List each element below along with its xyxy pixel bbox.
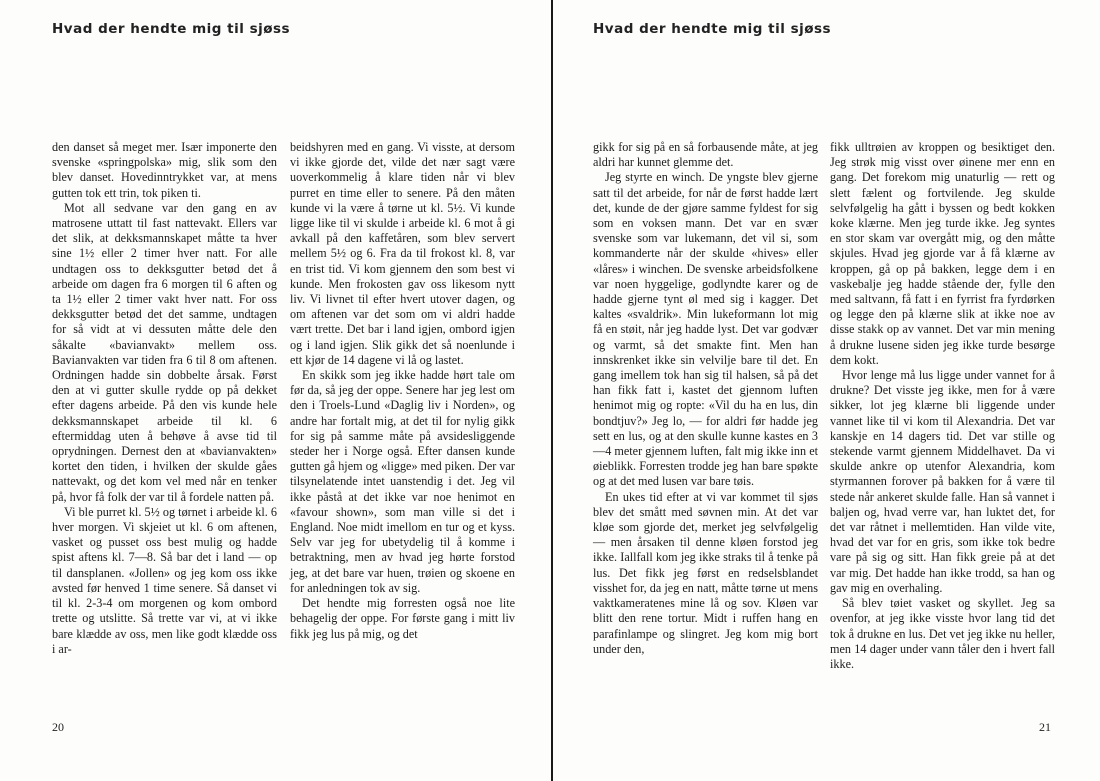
paragraph: Så blev tøiet vasket og skyllet. Jeg sa ovenfor, at jeg ikke visste hvor lang tid det tok å drukne en lus. Det vet jeg ikke nu heller, men 14 dager under vann tåler den i hvert fall ikke. [830, 596, 1055, 671]
paragraph: Vi ble purret kl. 5½ og tørnet i arbeide kl. 6 hver morgen. Vi skjeiet ut kl. 6 om aftenen, vasket og pusset oss best mulig og hadde spist aftens kl. 7—8. Så bar det i land — op til dansplanen. «Jollen» og jeg kom oss ikke avsted før henved 1 time senere. Så danset vi til kl. 2-3-4 om morgenen og kom ombord trette og utslitte. Så trette var vi, at vi ikke bare klædde av oss, men like godt klædde oss i ar- [52, 504, 277, 656]
paragraph: Det hendte mig forresten også noe lite behagelig der oppe. For første gang i mitt liv fikk jeg lus på mig, og det [290, 596, 515, 641]
paragraph: En ukes tid efter at vi var kommet til sjøs blev det smått med søvnen min. At det var kløe som gjorde det, merket jeg selvfølgelig — men årsaken til denne kløen forstod jeg ikke. Iallfall kom jeg ikke straks til å tenke på lus. Det fikk jeg først en redselsblandet visshet for, da jeg en natt, måtte tørne ut mens vaktkameratenes mine lå og sov. Kløen var blitt den rene tortur. Midt i ruffen hang en parafinlampe og slingret. Jeg kom mig bort under den, [593, 489, 818, 656]
left-column-2 [290, 140, 515, 642]
running-head-right: Hvad der hendte mig til sjøss [593, 21, 832, 37]
paragraph: Jeg styrte en winch. De yngste blev gjerne satt til det arbeide, for når de først hadde lært det, kunde de der gjøre samme fyldest for sig som en voksen mann. Det var en svær svenske som var lukemann, det vil si, som kommanderte når der skulde «hives» eller «låres» i winchen. De svenske arbeidsfolkene var noen hyggelige, godlyndte karer og de hadde gjerne tynt øl med sig i kagger. Det kaltes «svaldrik». Min lukeformann lot mig få en støit, når jeg hadde lyst. Det var godvær og varmt, så det smakte fint. Men han innskrenket ikke sin velvilje bare til det. En gang imellem tok han sig til halsen, så på det han fikk fatt i, kastet det gjennom luften henimot mig og ropte: «Vil du ha en lus, din bondtjuv?» Jeg lo, — for aldri før hadde jeg sett en lus, og at den skulle kunne kastes en 3—4 meter gjennem luften, falt mig ikke inn et øieblikk. Forresten trodde jeg han bare spøkte og at det med lusen var bare tøis. [593, 170, 818, 489]
paragraph: Mot all sedvane var den gang en av matrosene uttatt til fast nattevakt. Ellers var det slik, at dekksmannskapet måtte ta hver sine 1½ eller 2 timer hver natt. For alle undtagen oss to dekksgutter betød det å arbeide om dagen fra 6 morgen til 6 aften og ta 1½ eller 2 timer vakt hver natt. For oss dekksgutter betød det det samme, undtagen for så vidt at vi dessuten måtte dele den såkalte «bavianvakt» mellem oss. Bavianvakten var tiden fra 6 til 8 om aftenen. Ordningen hadde sin dobbelte årsak. Først den at vi gutter skulle rydde op på dekket efter dagens arbeide. På den vis kunde hele dekksmannskapet arbeide til kl. 6 eftermiddag uten å behøve å avse tid til oprydningen. Dernest den at «bavianvakten» kortet den tiden, i hvilken der skulde gåes nattevakt, og det kom vel med når en tenker på, hvor få folk der var til å fordele natten på. [52, 200, 277, 504]
paragraph: En skikk som jeg ikke hadde hørt tale om før da, så jeg der oppe. Senere har jeg lest om den i Troels-Lund «Daglig liv i Norden», og andre har fortalt mig, at det til for nylig gikk for sig på samme måte på avsidesliggende steder her i Norge også. Efter dansen kunde gutten gå hjem og «ligge» med piken. Der var tilsynelatende intet uanstendig i det. Jeg vil ikke påstå at det ikke var noe henimot en «favour shown», som man ville si det i England. Noe midt imellom en tur og et kyss. Selv var jeg for ubetydelig til å komme i betraktning, men av hvad jeg hørte forstod jeg, at det bare var huen, trøien og skoene en for anledningen tok av sig. [290, 368, 515, 595]
running-head-left: Hvad der hendte mig til sjøss [52, 21, 291, 37]
right-page [553, 0, 1100, 781]
right-column-2 [830, 140, 1055, 672]
page-number-right: 21 [1039, 720, 1051, 734]
paragraph: gikk for sig på en så forbausende måte, at jeg aldri har kunnet glemme det. [593, 140, 818, 170]
paragraph: beidshyren med en gang. Vi visste, at dersom vi ikke gjorde det, vilde det nær sagt være uoverkommelig å klare tiden når vi blev purret en time eller to senere. På den måten kunde vi la være å tørne ut kl. 5½. Vi kunde ligge like til vi skulde i arbeide kl. 6 mot å gi avkall på den kaffetåren, som blev servert mellem 5½ og 6. Fra da til frokost kl. 8, var en trist tid. Vi kom gjennem den som best vi kunde. Men frokosten gav oss likesom nytt liv. Vi livnet til efter hvert utover dagen, og om aftenen var det som om vi aldri hadde vært trette. Det bar i land igjen, ombord igjen og i land igjen. Slik gikk det så noenlunde i ett kjør de 14 dagene vi lå og lastet. [290, 140, 515, 367]
paragraph: Hvor lenge må lus ligge under vannet for å drukne? Det visste jeg ikke, men for å være sikker, lot jeg klærne bli liggende under vannet like til vi kom til Alexandria. Det var kanskje en 14 dagers tid. Det var stille og stekende varmt gjennem Middelhavet. Da vi skulde ankre op utenfor Alexandria, kom styrmannen forover på bakken for å være til stede når ankeret skulde falle. Han så vannet i baljen og, hvad verre var, han luktet det, for det var råtnet i mellemtiden. Han vilde vite, hvad det var for en gris, som ikke tok bedre vare på sig og sitt. Han fikk greie på at det var mig. Det hadde han ikke trodd, sa han og gav mig en overhaling. [830, 368, 1055, 595]
page-number-left: 20 [52, 720, 64, 734]
left-column-1 [52, 140, 277, 657]
paragraph: fikk ulltrøien av kroppen og besiktiget den. Jeg strøk mig visst over øinene mer enn en gang. Det forekom mig unaturlig — rett og slett fælent og fortvilende. Jeg skulde selvfølgelig ha gått i byssen og bedt kokken koke klærne. Men jeg turde ikke. Jeg syntes en stor skam var overgått mig, og den måtte skjules. Hvad jeg gjorde var å få klærne av kroppen, gå op på bakken, legge dem i en vaskebalje jeg hadde stående der, fylle den med saltvann, få fatt i en fyrrist fra fyrdørken og legge den på klærne slik at ikke noe av disse stakk op av vannet. Det var min mening å drukne lusene siden jeg ikke turde besørge dem kokt. [830, 140, 1055, 367]
right-column-1 [593, 140, 818, 657]
paragraph: den danset så meget mer. Især imponerte den svenske «springpolska» mig, slik som den blev danset. Hovedinntrykket var, at mens gutten tok ett trin, tok piken ti. [52, 140, 277, 200]
